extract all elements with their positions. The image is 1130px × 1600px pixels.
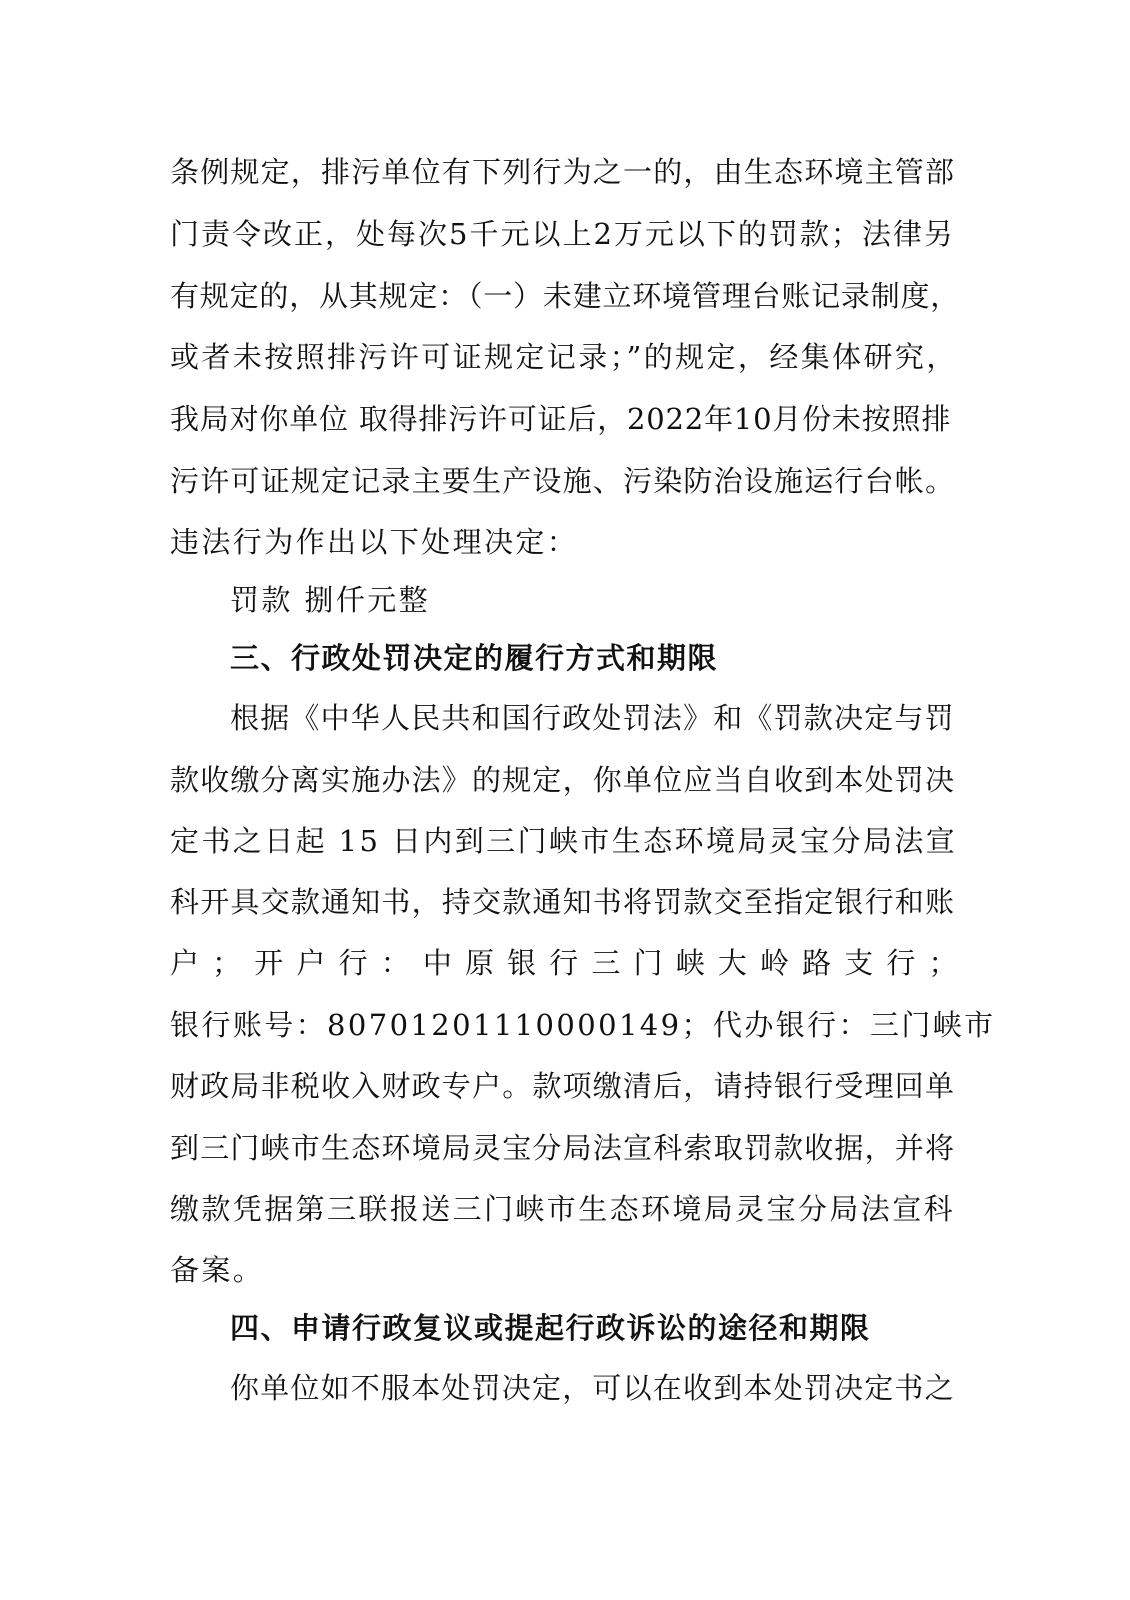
section-heading-4: 四、申请行政复议或提起行政诉讼的途径和期限 xyxy=(230,1311,871,1345)
body-line: 根据《中华人民共和国行政处罚法》和《罚款决定与罚 xyxy=(230,701,955,735)
body-line: 条例规定，排污单位有下列行为之一的，由生态环境主管部 xyxy=(170,155,956,189)
body-line: 污许可证规定记录主要生产设施、污染防治设施运行台帐。 xyxy=(170,464,956,498)
body-line: 财政局非税收入财政专户。款项缴清后，请持银行受理回单 xyxy=(170,1069,956,1103)
body-line: 款收缴分离实施办法》的规定，你单位应当自收到本处罚决 xyxy=(170,763,956,797)
body-line: 有规定的，从其规定：（一）未建立环境管理台账记录制度， xyxy=(170,279,961,313)
body-line: 缴款凭据第三联报送三门峡市生态环境局灵宝分局法宣科 xyxy=(170,1192,956,1226)
section-heading-3: 三、行政处罚决定的履行方式和期限 xyxy=(230,641,719,675)
body-line: 或者未按照排污许可证规定记录；”的规定，经集体研究， xyxy=(170,340,958,374)
bank-line: 户 ； 开 户 行 ： 中 原 银 行 三 门 峡 大 岭 路 支 行 ； xyxy=(170,946,960,980)
body-line: 科开具交款通知书，持交款通知书将罚款交至指定银行和账 xyxy=(170,885,956,919)
account-line: 银 行 账 号 ： 80701201110000149 ； 代 办 银 行 ： 三 门 峡 市 xyxy=(170,1008,996,1042)
fine-amount-line: 罚款 捌仟元整 xyxy=(230,583,431,617)
body-line: 定书之日起 15 日内到三门峡市生态环境局灵宝分局法宣 xyxy=(170,824,958,858)
body-line: 我局对你单位 取得排污许可证后，2022年10月份未按照排 xyxy=(170,402,952,436)
body-line: 你单位如不服本处罚决定，可以在收到本处罚决定书之 xyxy=(230,1371,955,1405)
body-line: 到三门峡市生态环境局灵宝分局法宣科索取罚款收据，并将 xyxy=(170,1131,956,1165)
body-line: 违法行为作出以下处理决定： xyxy=(170,525,579,559)
body-line: 备案。 xyxy=(170,1253,265,1287)
body-line: 门责令改正，处每次5千元以上2万元以下的罚款；法律另 xyxy=(170,217,955,251)
